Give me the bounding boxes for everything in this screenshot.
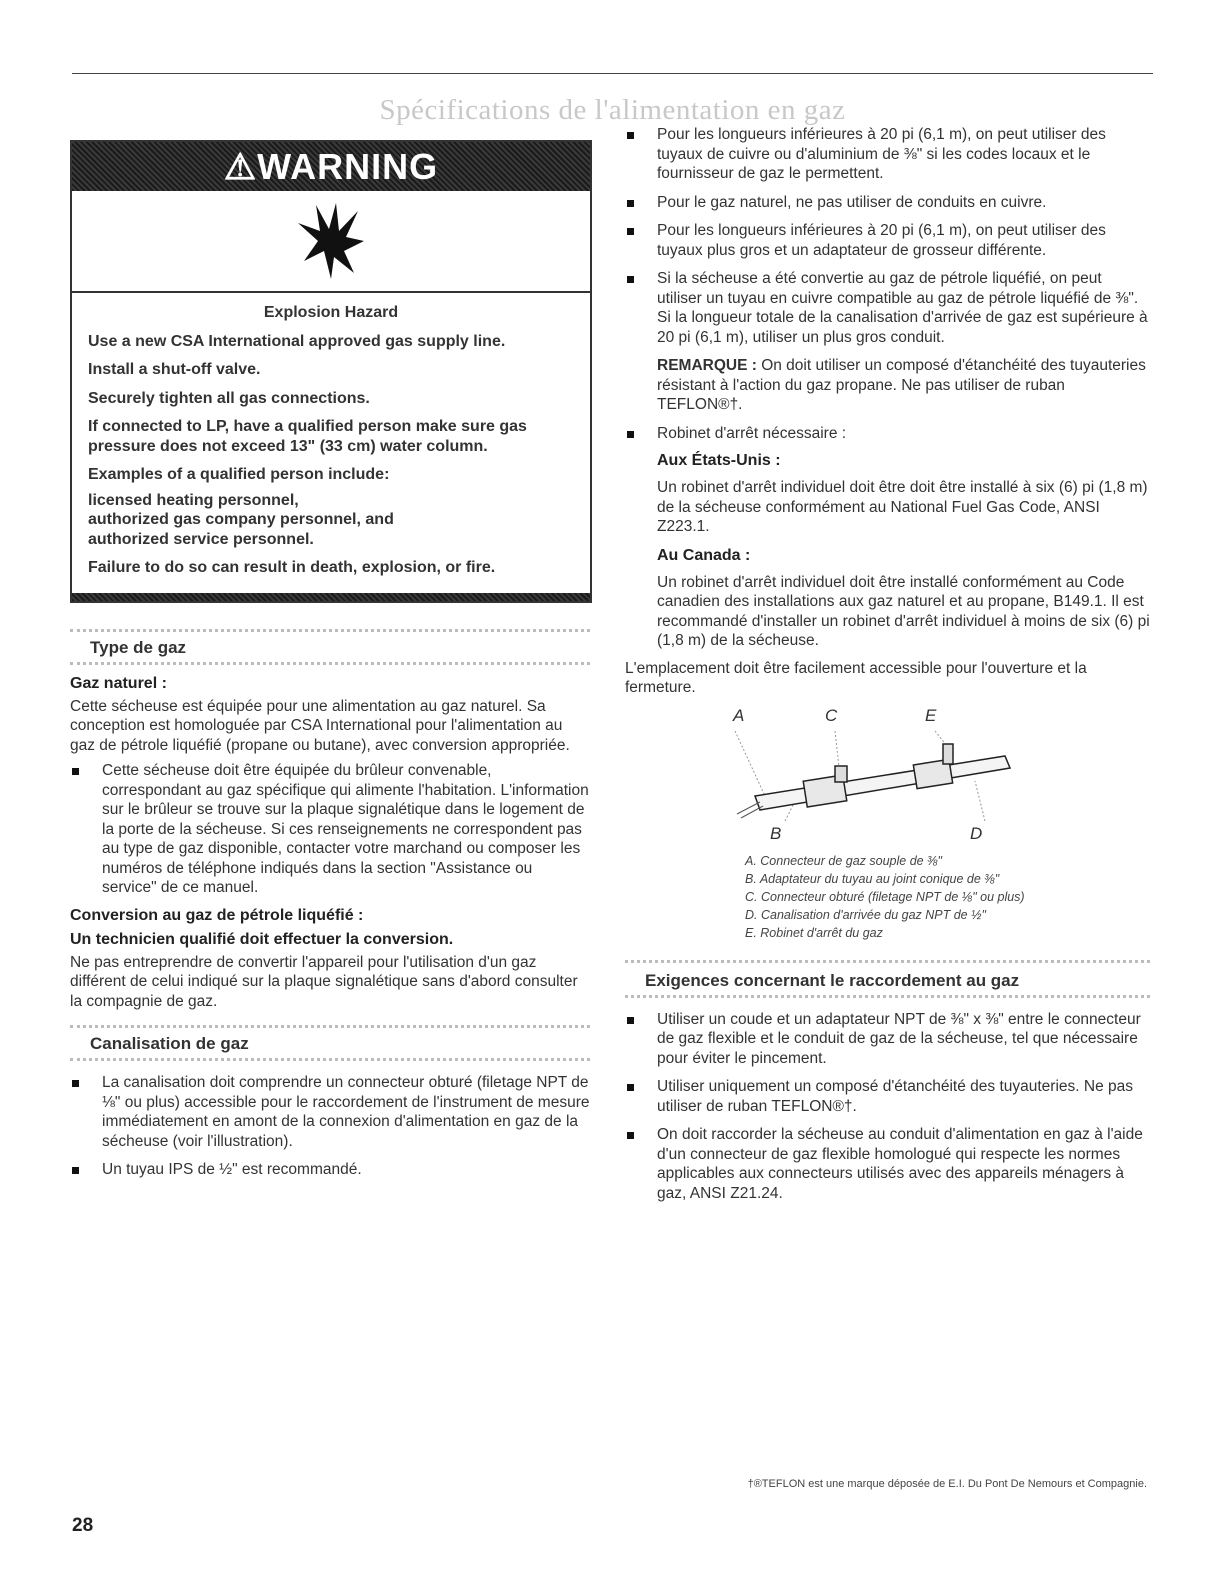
warning-line: If connected to LP, have a qualified person make sure gas pressure does not exceed 13" (33 cm) water column. [88, 418, 527, 455]
list-item: La canalisation doit comprendre un connecteur obturé (filetage NPT de ⅛" ou plus) accessible pour le raccordement de l'instrument de mesure immédiatement en amont de la connexion d'alimentation en gaz de la sécheuse (voir l'illustration). [70, 1073, 590, 1151]
list-item: Cette sécheuse doit être équipée du brûleur convenable, correspondant au gaz spécifique qui alimente l'habitation. L'information sur le brûleur se trouve sur la plaque signalétique dans le logement de la porte de la sécheuse. Si ces renseignements ne correspondent pas au type de gaz disponible, contacter votre marchand ou composer les numéros de téléphone indiqués dans la section "Assistance ou service" de ce manuel. [70, 761, 590, 898]
caption: D. Canalisation d'arrivée du gaz NPT de ½" [745, 907, 986, 922]
section-heading-canalisation: Canalisation de gaz [70, 1025, 590, 1061]
figure-label-c: C [825, 705, 838, 725]
warning-line: authorized gas company personnel, and [88, 511, 394, 528]
figure-label-b: B [770, 823, 782, 843]
list-item: Pour le gaz naturel, ne pas utiliser de conduits en cuivre. [625, 193, 1150, 213]
gas-connection-figure [625, 706, 1150, 846]
page-title: Spécifications de l'alimentation en gaz [379, 94, 846, 126]
bullet-list [70, 1073, 590, 1180]
subheading-gaz-naturel: Gaz naturel : [70, 674, 167, 692]
warning-line: licensed heating personnel, [88, 491, 299, 509]
figure-label-e: E [925, 705, 937, 725]
paragraph: L'emplacement doit être facilement accessible pour l'ouverture et la fermeture. [625, 659, 1087, 696]
caption: A. Connecteur de gaz souple de ⅜" [745, 853, 942, 868]
left-column [70, 140, 590, 1189]
subheading-conversion: Conversion au gaz de pétrole liquéfié : [70, 906, 364, 924]
warning-header [72, 142, 590, 191]
remarque-text: On doit utiliser un composé d'étanchéité des tuyauteries résistant à l'action du gaz propane. Ne pas utiliser de ruban TEFLON®†. [657, 357, 1146, 413]
warning-hazard-title: Explosion Hazard [263, 304, 399, 321]
warning-body [72, 293, 590, 593]
warning-line: Failure to do so can result in death, explosion, or fire. [88, 559, 496, 576]
list-item: On doit raccorder la sécheuse au conduit d'alimentation en gaz à l'aide d'un connecteur de gaz flexible homologué qui respecte les normes applicables aux connecteurs utilisés avec des appareils ménagers à gaz, ANSI Z21.24. [625, 1125, 1150, 1203]
list-item: Utiliser uniquement un composé d'étanchéité des tuyauteries. Ne pas utiliser de ruban TEFLON®†. [625, 1077, 1150, 1116]
subheading-technicien: Un technicien qualifié doit effectuer la conversion. [70, 930, 454, 948]
warning-box [70, 140, 592, 603]
list-item: Si la sécheuse a été convertie au gaz de pétrole liquéfié, on peut utiliser un tuyau en cuivre compatible au gaz de pétrole liquéfié de ⅜". Si la longueur totale de la canalisation d'arrivée de gaz est supérieure à 20 pi (6,1 m), utiliser un plus gros conduit. [625, 269, 1150, 347]
warning-footer-bar [72, 593, 590, 601]
warning-line: Use a new CSA International approved gas supply line. [88, 332, 506, 350]
list-item: Pour les longueurs inférieures à 20 pi (6,1 m), on peut utiliser des tuyaux plus gros et un adaptateur de grosseur différente. [625, 221, 1150, 260]
figure-label-d: D [970, 823, 983, 843]
right-column [625, 125, 1150, 1212]
explosion-icon-area [72, 191, 590, 293]
list-item: Un tuyau IPS de ½" est recommandé. [70, 1160, 590, 1180]
bullet-list [625, 125, 1150, 347]
list-item: Utiliser un coude et un adaptateur NPT de ⅜" x ⅜" entre le connecteur de gaz flexible et le conduit de gaz de la sécheuse, tel que nécessaire pour éviter le pincement. [625, 1010, 1150, 1069]
subheading-usa: Aux États-Unis : [657, 452, 781, 469]
warning-line: Install a shut-off valve. [88, 361, 261, 378]
paragraph: Un robinet d'arrêt individuel doit être installé conformément au Code canadien des installations aux gaz naturel et au propane, B149.1. Il est recommandé d'installer un robinet d'arrêt individuel à moins de six (6) pi (1,8 m) de la sécheuse. [657, 573, 1150, 649]
caption: E. Robinet d'arrêt du gaz [745, 925, 883, 940]
bullet-list [70, 761, 590, 898]
figure-captions [745, 852, 1150, 942]
footnote: †®TEFLON est une marque déposée de E.I. Du Pont De Nemours et Compagnie. [747, 1478, 1147, 1490]
subheading-canada: Au Canada : [657, 546, 751, 564]
bullet-list [625, 424, 1150, 444]
gas-pipe-illustration [715, 726, 1015, 826]
remarque-paragraph [625, 356, 1150, 415]
caption: C. Connecteur obturé (filetage NPT de ⅛" ou plus) [745, 889, 1025, 904]
section-heading-exigences: Exigences concernant le raccordement au gaz [625, 960, 1150, 998]
paragraph: Cette sécheuse est équipée pour une alimentation au gaz naturel. Sa conception est homologuée par CSA International pour l'alimentation au gaz de pétrole liquéfié (propane ou butane), avec conversion appropriée. [70, 697, 570, 754]
figure-label-a: A [733, 705, 745, 725]
warning-line: Securely tighten all gas connections. [88, 389, 370, 407]
explosion-icon [296, 201, 366, 281]
top-rule [72, 73, 1153, 74]
bullet-list [625, 1010, 1150, 1204]
section-heading-type-gaz: Type de gaz [70, 629, 590, 665]
warning-heading: ⚠WARNING [223, 145, 439, 187]
remarque-label: REMARQUE : [657, 357, 757, 374]
warning-line: authorized service personnel. [88, 530, 314, 548]
page-number: 28 [72, 1515, 94, 1536]
caption: B. Adaptateur du tuyau au joint conique de ⅜" [745, 871, 1000, 886]
paragraph: Ne pas entreprendre de convertir l'appareil pour l'utilisation d'un gaz différent de celui indiqué sur la plaque signalétique sans d'abord consulter la compagnie de gaz. [70, 953, 578, 1010]
warning-line: Examples of a qualified person include: [88, 466, 390, 483]
list-item: Robinet d'arrêt nécessaire : [625, 424, 1150, 444]
paragraph: Un robinet d'arrêt individuel doit être doit être installé à six (6) pi (1,8 m) de la sécheuse conformément au National Fuel Gas Code, ANSI Z223.1. [657, 479, 1148, 535]
list-item: Pour les longueurs inférieures à 20 pi (6,1 m), on peut utiliser des tuyaux de cuivre ou d'aluminium de ⅜" si les codes locaux et le fournisseur de gaz le permettent. [625, 125, 1150, 184]
